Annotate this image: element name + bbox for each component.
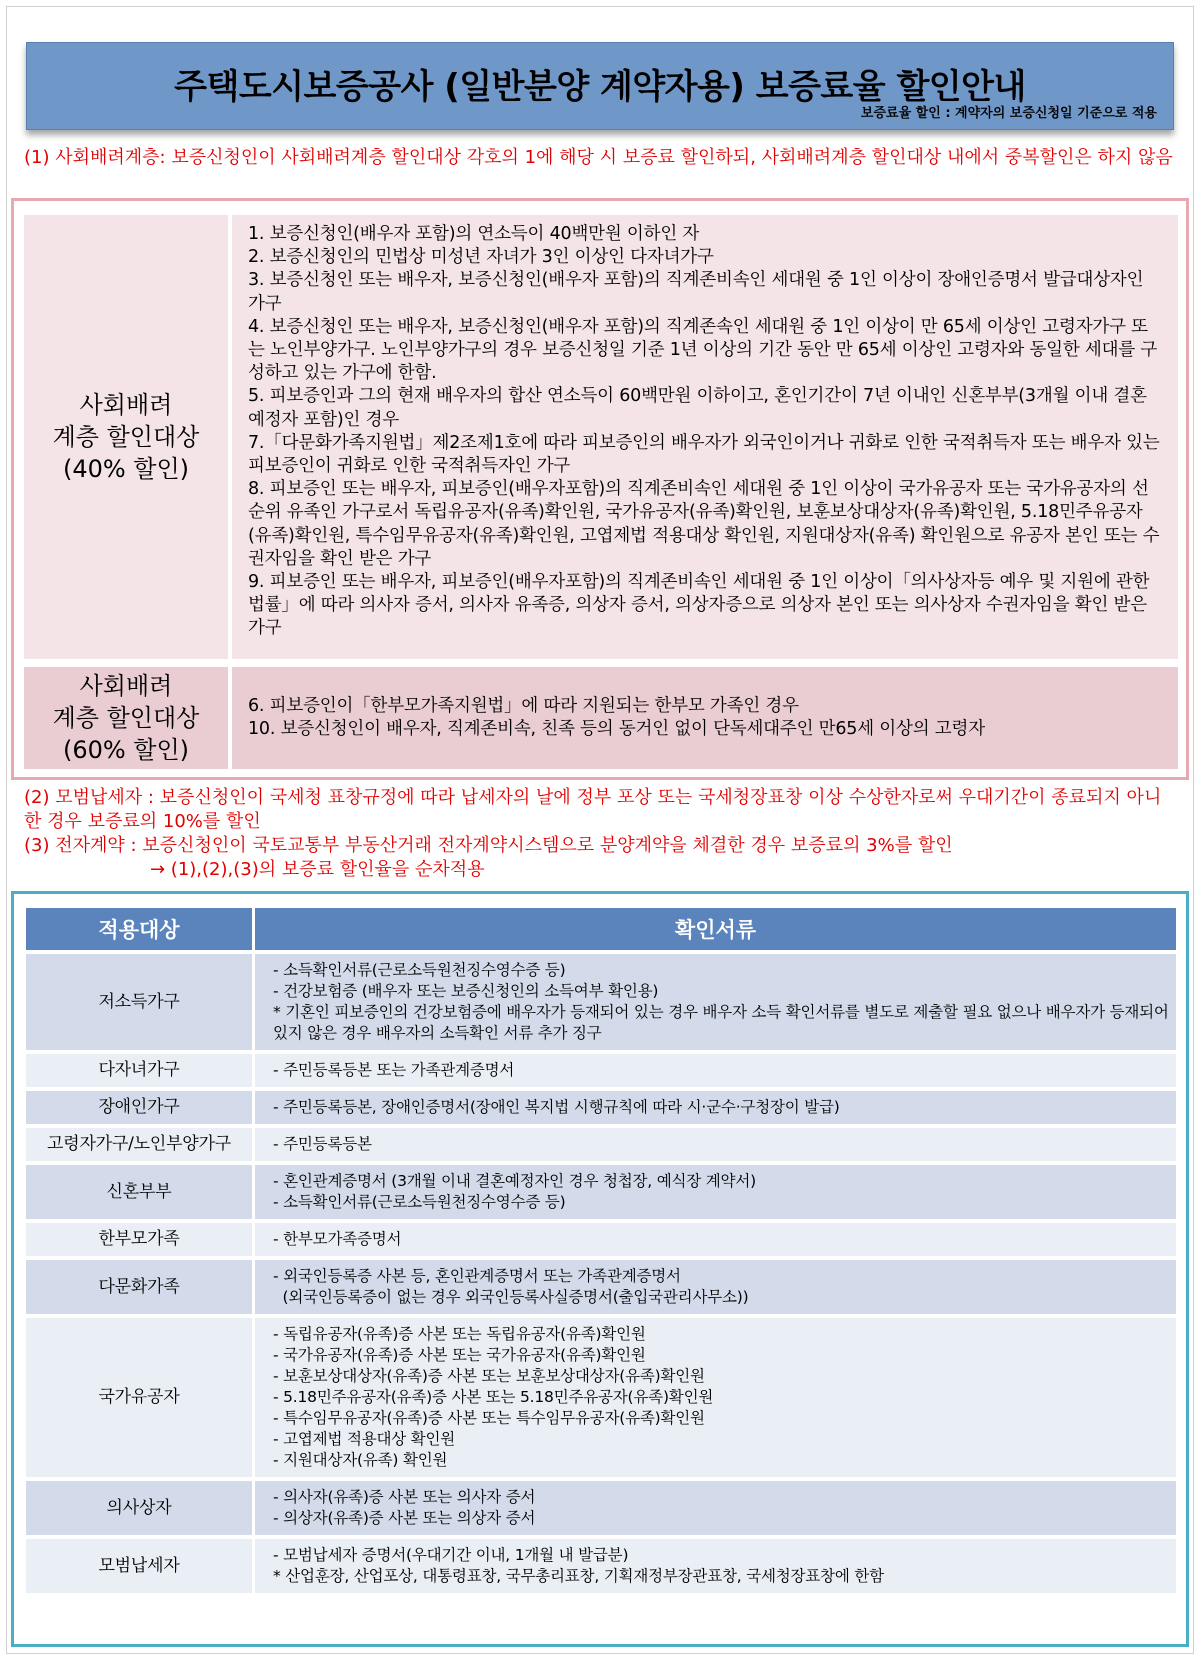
table-row [26,1481,1176,1535]
list-item: 6. 피보증인이「한부모가족지원법」에 따라 지원되는 한부모 가족인 경우 [248,696,799,716]
document-line: * 산업훈장, 산업포상, 대통령표창, 국무총리표창, 기획재정부장관표창, 국세청장표창에 한함 [273,1567,884,1585]
row-documents [255,1054,1176,1087]
row-target: 모범납세자 [26,1539,255,1593]
row-target: 고령자가구/노인부양가구 [26,1128,255,1161]
table-row [26,1165,1176,1219]
document-line: - 의상자(유족)증 사본 또는 의상자 증서 [273,1509,536,1527]
row-target: 한부모가족 [26,1223,255,1256]
document-line: * 기혼인 피보증인의 건강보험증에 배우자가 등재되어 있는 경우 배우자 소득 확인서류를 별도로 제출할 필요 없으나 배우자가 등재되어 있지 않은 경우 배우자의 소득확인 서류 추가 징구 [273,1003,1174,1042]
document-line: - 소득확인서류(근로소득원천징수영수증 등) [273,1193,566,1211]
category-40-label [24,215,228,659]
document-line: - 고엽제법 적용대상 확인원 [273,1430,456,1448]
list-item: 9. 피보증인 또는 배우자, 피보증인(배우자포함)의 직계존비속인 세대원 중 1인 이상이「의사상자등 예우 및 지원에 관한 법률」에 따라 의사자 증서, 의사자 유족증, 의상자 증서, 의상자증으로 의상자 본인 또는 의사상자 수권자임을 확인 받은 가구 [248,572,1150,639]
page-title: 주택도시보증공사 (일반분양 계약자용) 보증료율 할인안내 [174,67,1026,107]
document-line: - 국가유공자(유족)증 사본 또는 국가유공자(유족)확인원 [273,1346,646,1364]
list-item: 10. 보증신청인이 배우자, 직계존비속, 친족 등의 동거인 없이 단독세대주인 만65세 이상의 고령자 [248,719,985,740]
category-60-line1: 사회배려 [79,672,173,700]
category-60-label [24,667,228,769]
row-documents [255,1165,1176,1219]
document-line: - 보훈보상대상자(유족)증 사본 또는 보훈보상대상자(유족)확인원 [273,1367,705,1385]
category-40-line3: (40% 할인) [62,455,190,483]
category-60-items [232,667,1178,769]
row-documents [255,1091,1176,1124]
row-documents [255,1223,1176,1256]
category-40-line2: 계층 할인대상 [52,423,200,451]
document-line: - 독립유공자(유족)증 사본 또는 독립유공자(유족)확인원 [273,1325,646,1343]
note-sequential: → (1),(2),(3)의 보증료 할인율을 순차적용 [150,859,485,880]
note-model-taxpayer: (2) 모범납세자 : 보증신청인이 국세청 표창규정에 따라 납세자의 날에 정부 포상 또는 국세청장표창 이상 수상한자로써 우대기간이 종료되지 아니한 경우 보증료의 10%를 할인 [24,787,1162,832]
category-60-line2: 계층 할인대상 [52,704,200,732]
table-row [26,1260,1176,1314]
list-item: 5. 피보증인과 그의 현재 배우자의 합산 연소득이 60백만원 이하이고, 혼인기간이 7년 이내인 신혼부부(3개월 이내 결혼 예정자 포함)인 경우 [248,386,1147,430]
row-target: 장애인가구 [26,1091,255,1124]
note-e-contract: (3) 전자계약 : 보증신청인이 국토교통부 부동산거래 전자계약시스템으로 분양계약을 체결한 경우 보증료의 3%를 할인 [24,835,953,856]
table-row [26,1091,1176,1124]
title-banner [26,42,1174,130]
social-discount-box [11,198,1189,780]
list-item: 1. 보증신청인(배우자 포함)의 연소득이 40백만원 이하인 자 [248,224,700,244]
row-documents [255,1539,1176,1593]
document-line: - 의사자(유족)증 사본 또는 의사자 증서 [273,1488,536,1506]
table-row [26,1128,1176,1161]
list-item: 3. 보증신청인 또는 배우자, 보증신청인(배우자 포함)의 직계존비속인 세대원 중 1인 이상이 장애인증명서 발급대상자인 가구 [248,270,1144,314]
document-line: - 건강보험증 (배우자 또는 보증신청인의 소득여부 확인용) [273,982,659,1000]
table-row [26,1054,1176,1087]
document-line: - 주민등록등본, 장애인증명서(장애인 복지법 시행규칙에 따라 시·군수·구청장이 발급) [273,1098,840,1116]
document-line: - 특수임무유공자(유족)증 사본 또는 특수임무유공자(유족)확인원 [273,1409,705,1427]
document-line: - 혼인관계증명서 (3개월 이내 결혼예정자인 경우 청첩장, 예식장 계약서) [273,1172,756,1190]
document-line: - 한부모가족증명서 [273,1230,402,1248]
row-documents [255,1318,1176,1477]
note-social-discount: (1) 사회배려계층: 보증신청인이 사회배려계층 할인대상 각호의 1에 해당 시 보증료 할인하되, 사회배려계층 할인대상 내에서 중복할인은 하지 않음 [24,147,1173,168]
row-target: 다문화가족 [26,1260,255,1314]
row-documents [255,1481,1176,1535]
documents-box [11,891,1189,1647]
row-documents [255,954,1176,1050]
category-60-line3: (60% 할인) [62,736,190,764]
document-line: (외국인등록증이 없는 경우 외국인등록사실증명서(출입국관리사무소)) [273,1288,749,1306]
row-target: 신혼부부 [26,1165,255,1219]
list-item: 2. 보증신청인의 민법상 미성년 자녀가 3인 이상인 다자녀가구 [248,247,714,268]
documents-table [26,904,1176,1597]
category-40-line1: 사회배려 [79,391,173,419]
additional-notes [24,786,1174,882]
category-40-items [232,215,1178,659]
document-line: - 모범납세자 증명서(우대기간 이내, 1개월 내 발급분) [273,1546,629,1564]
list-item: 7.「다문화가족지원법」제2조제1호에 따라 피보증인의 배우자가 외국인이거나 귀화로 인한 국적취득자 또는 배우자 있는 피보증인이 귀화로 인한 국적취득자인 가구 [248,432,1160,477]
list-item: 4. 보증신청인 또는 배우자, 보증신청인(배우자 포함)의 직계존속인 세대원 중 1인 이상이 만 65세 이상인 고령자가구 또는 노인부양가구. 노인부양가구의 경우 보증신청일 기준 1년 이상의 기간 동안 만 65세 이상인 고령자와 동일한 세대를 구성하고 있는 가구에 한함. [248,316,1158,384]
row-documents [255,1260,1176,1314]
table-row [26,954,1176,1050]
page-subtitle: 보증료율 할인 : 계약자의 보증신청일 기준으로 적용 [860,106,1157,121]
document-line: - 주민등록등본 또는 가족관계증명서 [273,1061,515,1079]
document-line: - 주민등록등본 [273,1135,372,1153]
document-line: - 지원대상자(유족) 확인원 [273,1451,448,1469]
document-line: - 5.18민주유공자(유족)증 사본 또는 5.18민주유공자(유족)확인원 [273,1388,714,1406]
row-target: 국가유공자 [26,1318,255,1477]
table-row [26,1223,1176,1256]
row-documents [255,1128,1176,1161]
document-line: - 외국인등록증 사본 등, 혼인관계증명서 또는 가족관계증명서 [273,1267,681,1285]
column-header-target: 적용대상 [26,908,255,950]
table-row [26,1318,1176,1477]
row-target: 의사상자 [26,1481,255,1535]
row-target: 저소득가구 [26,954,255,1050]
table-row [26,1539,1176,1593]
document-line: - 소득확인서류(근로소득원천징수영수증 등) [273,961,566,979]
list-item: 8. 피보증인 또는 배우자, 피보증인(배우자포함)의 직계존비속인 세대원 중 1인 이상이 국가유공자 또는 국가유공자의 선순위 유족인 가구로서 독립유공자(유족)확인원, 국가유공자(유족)확인원, 보훈보상대상자(유족)확인원, 5.18민주유공자(유족)확인원, 특수임무유공자(유족)확인원, 고엽제법 적용대상 확인원, 지원대상자(유족) 확인원으로 유공자 본인 또는 수권자임을 확인 받은 가구 [248,479,1160,569]
column-header-docs: 확인서류 [255,908,1176,950]
row-target: 다자녀가구 [26,1054,255,1087]
